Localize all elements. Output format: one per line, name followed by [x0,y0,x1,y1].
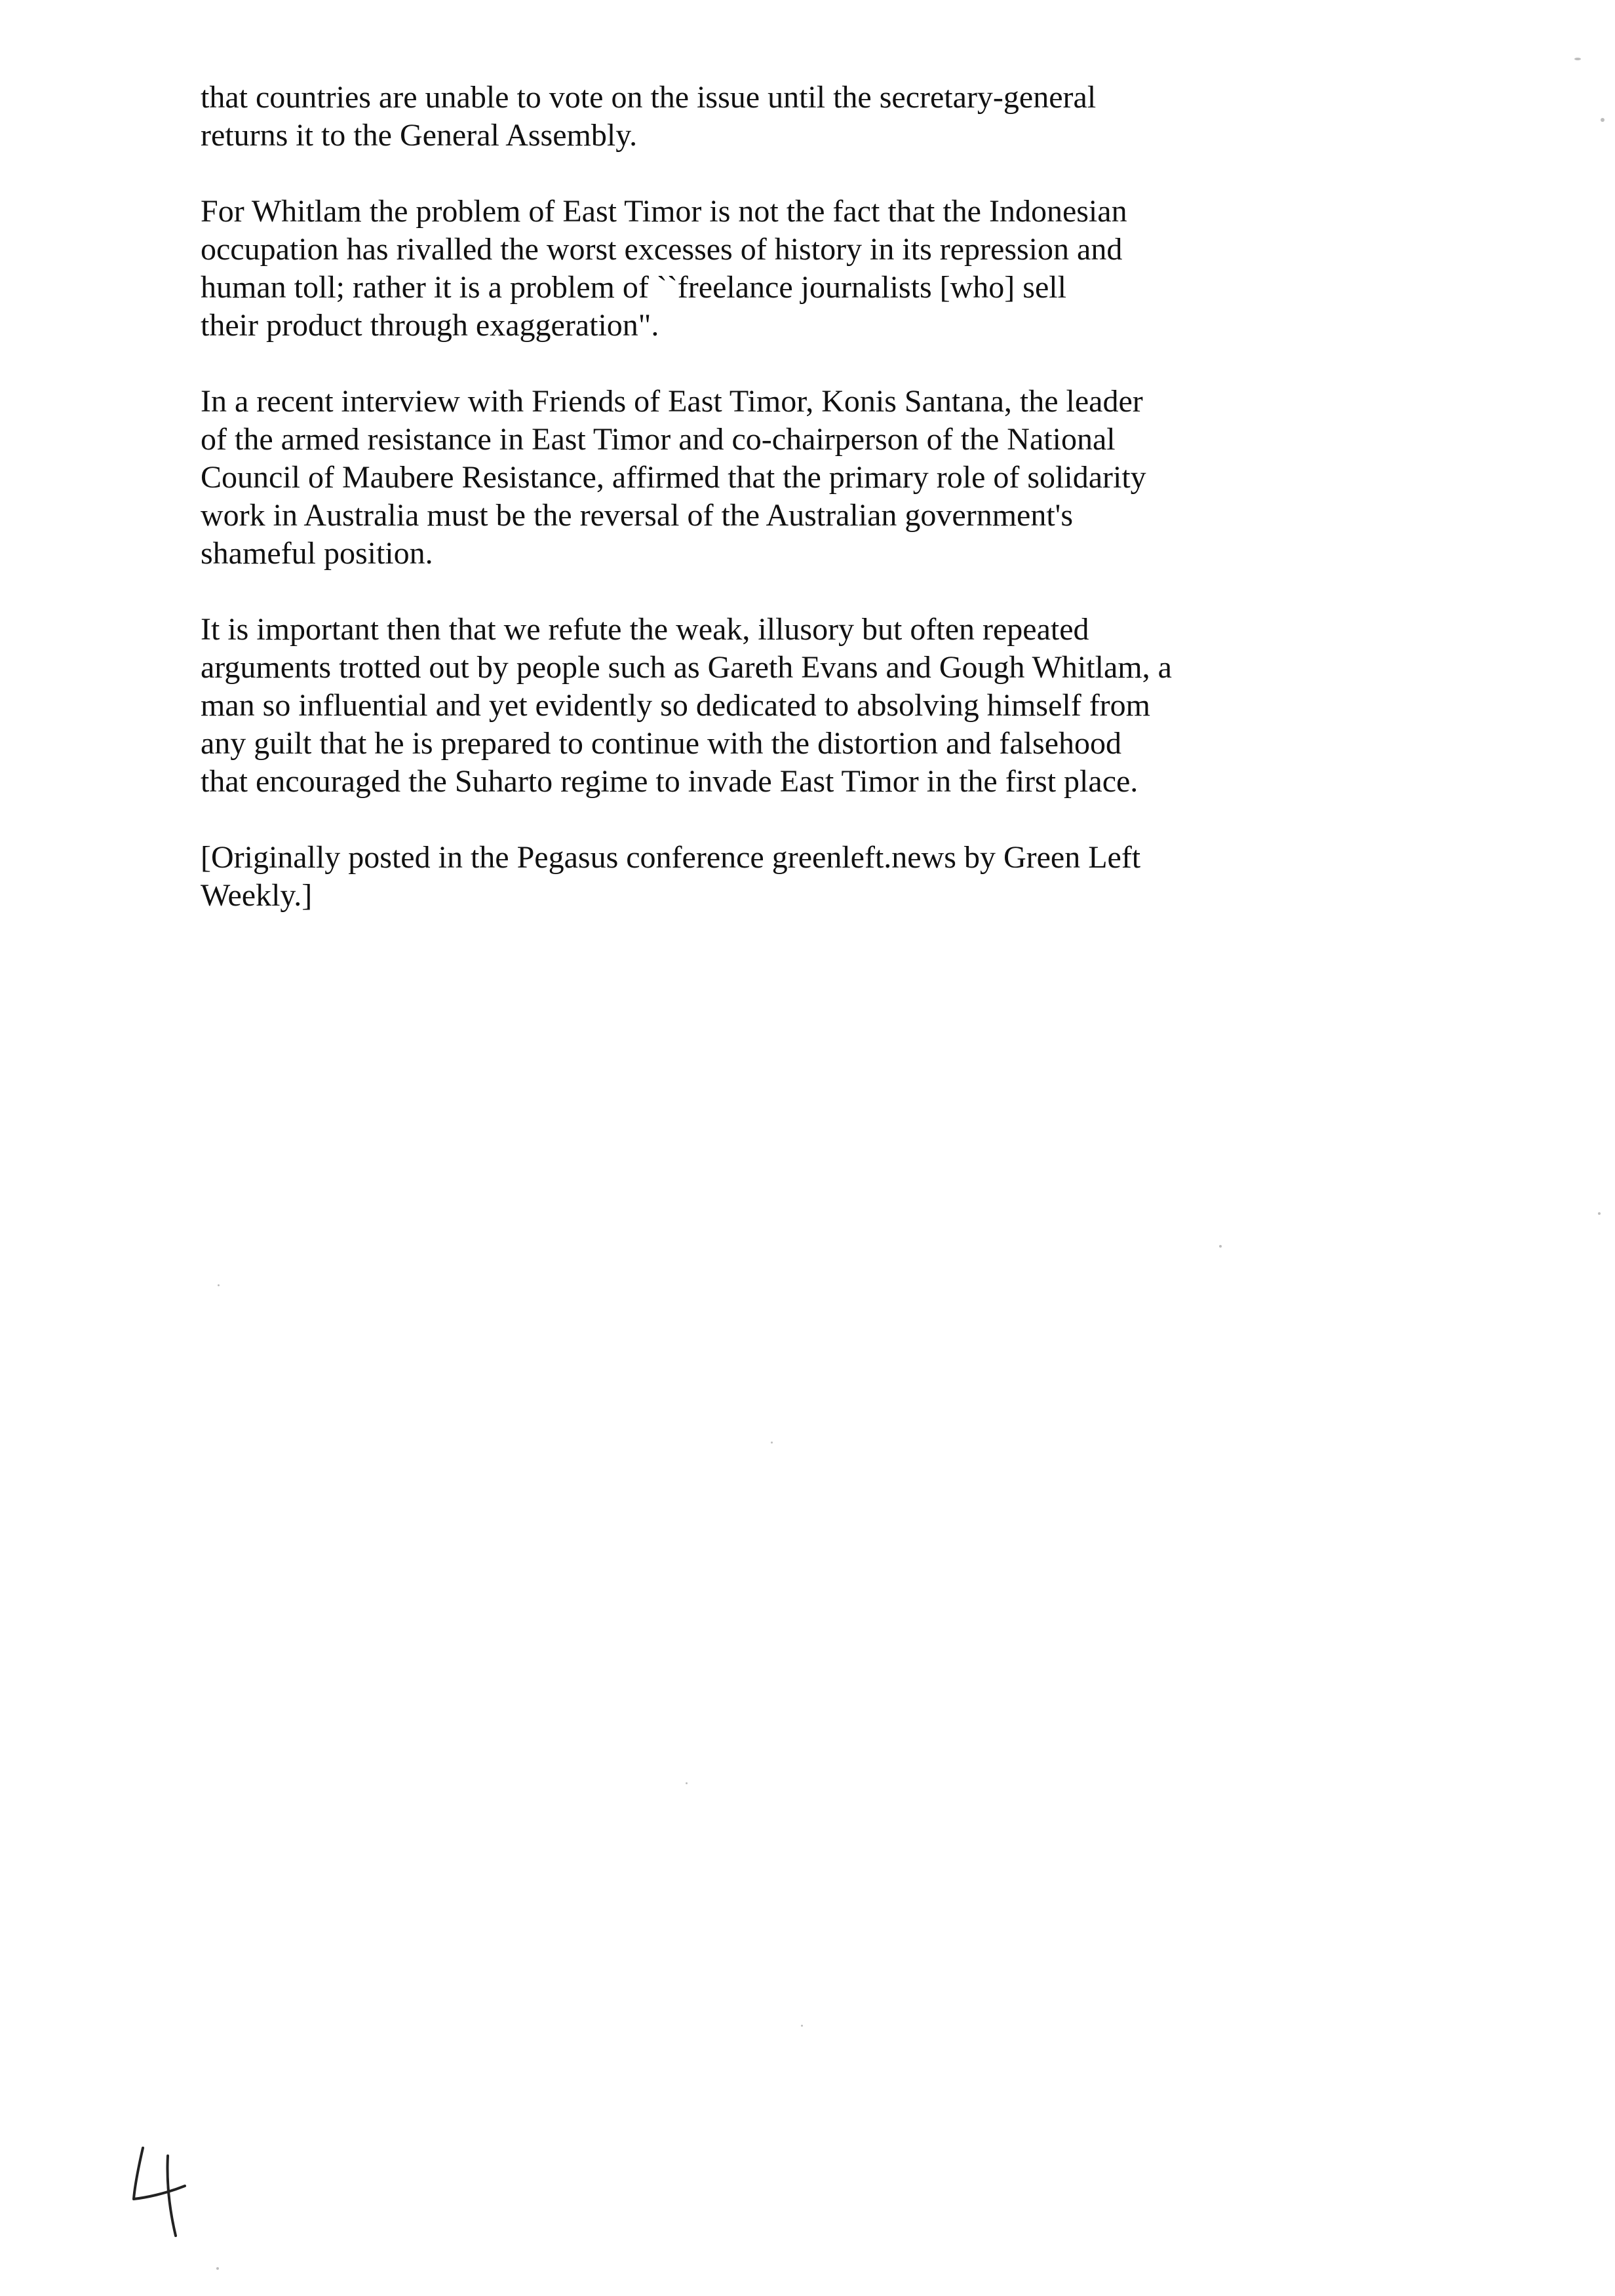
text-line: It is important then that we refute the weak, illusory but often repeated [201,612,1089,647]
text-line: For Whitlam the problem of East Timor is not the fact that the Indonesian [201,194,1127,229]
scan-speck [1598,1212,1601,1215]
scan-speck [216,2267,219,2270]
text-line: their product through exaggeration". [201,308,659,343]
text-line: In a recent interview with Friends of East Timor, Konis Santana, the leader [201,384,1143,419]
scan-speck [218,1284,220,1286]
paragraph-1 [201,79,1328,155]
text-line: man so influential and yet evidently so dedicated to absolving himself from [201,688,1150,723]
text-line: occupation has rivalled the worst excesses of history in its repression and [201,232,1123,267]
scan-speck [801,2025,803,2027]
handwritten-page-number [125,2143,197,2241]
text-line: work in Australia must be the reversal of the Australian government's [201,498,1073,533]
document-body [201,79,1328,953]
text-line: arguments trotted out by people such as Gareth Evans and Gough Whitlam, a [201,650,1172,685]
scan-speck [771,1442,773,1444]
text-line: [Originally posted in the Pegasus conference greenleft.news by Green Left [201,840,1141,875]
paragraph-5 [201,839,1328,915]
scan-speck [1219,1245,1222,1248]
scan-speck [686,1782,688,1784]
paragraph-4 [201,611,1328,801]
text-line: any guilt that he is prepared to continue with the distortion and falsehood [201,726,1122,761]
text-line: that countries are unable to vote on the issue until the secretary-general [201,80,1097,115]
paragraph-3 [201,383,1328,573]
text-line: Weekly.] [201,878,313,913]
text-line: Council of Maubere Resistance, affirmed that the primary role of solidarity [201,460,1146,495]
text-line: that encouraged the Suharto regime to invade East Timor in the first place. [201,764,1138,799]
paragraph-2 [201,193,1328,345]
scan-speck [1574,58,1581,60]
text-line: human toll; rather it is a problem of ``freelance journalists [who] sell [201,270,1066,305]
scan-speck [1601,118,1605,122]
text-line: shameful position. [201,536,433,571]
text-line: returns it to the General Assembly. [201,118,638,153]
text-line: of the armed resistance in East Timor and co-chairperson of the National [201,422,1116,457]
